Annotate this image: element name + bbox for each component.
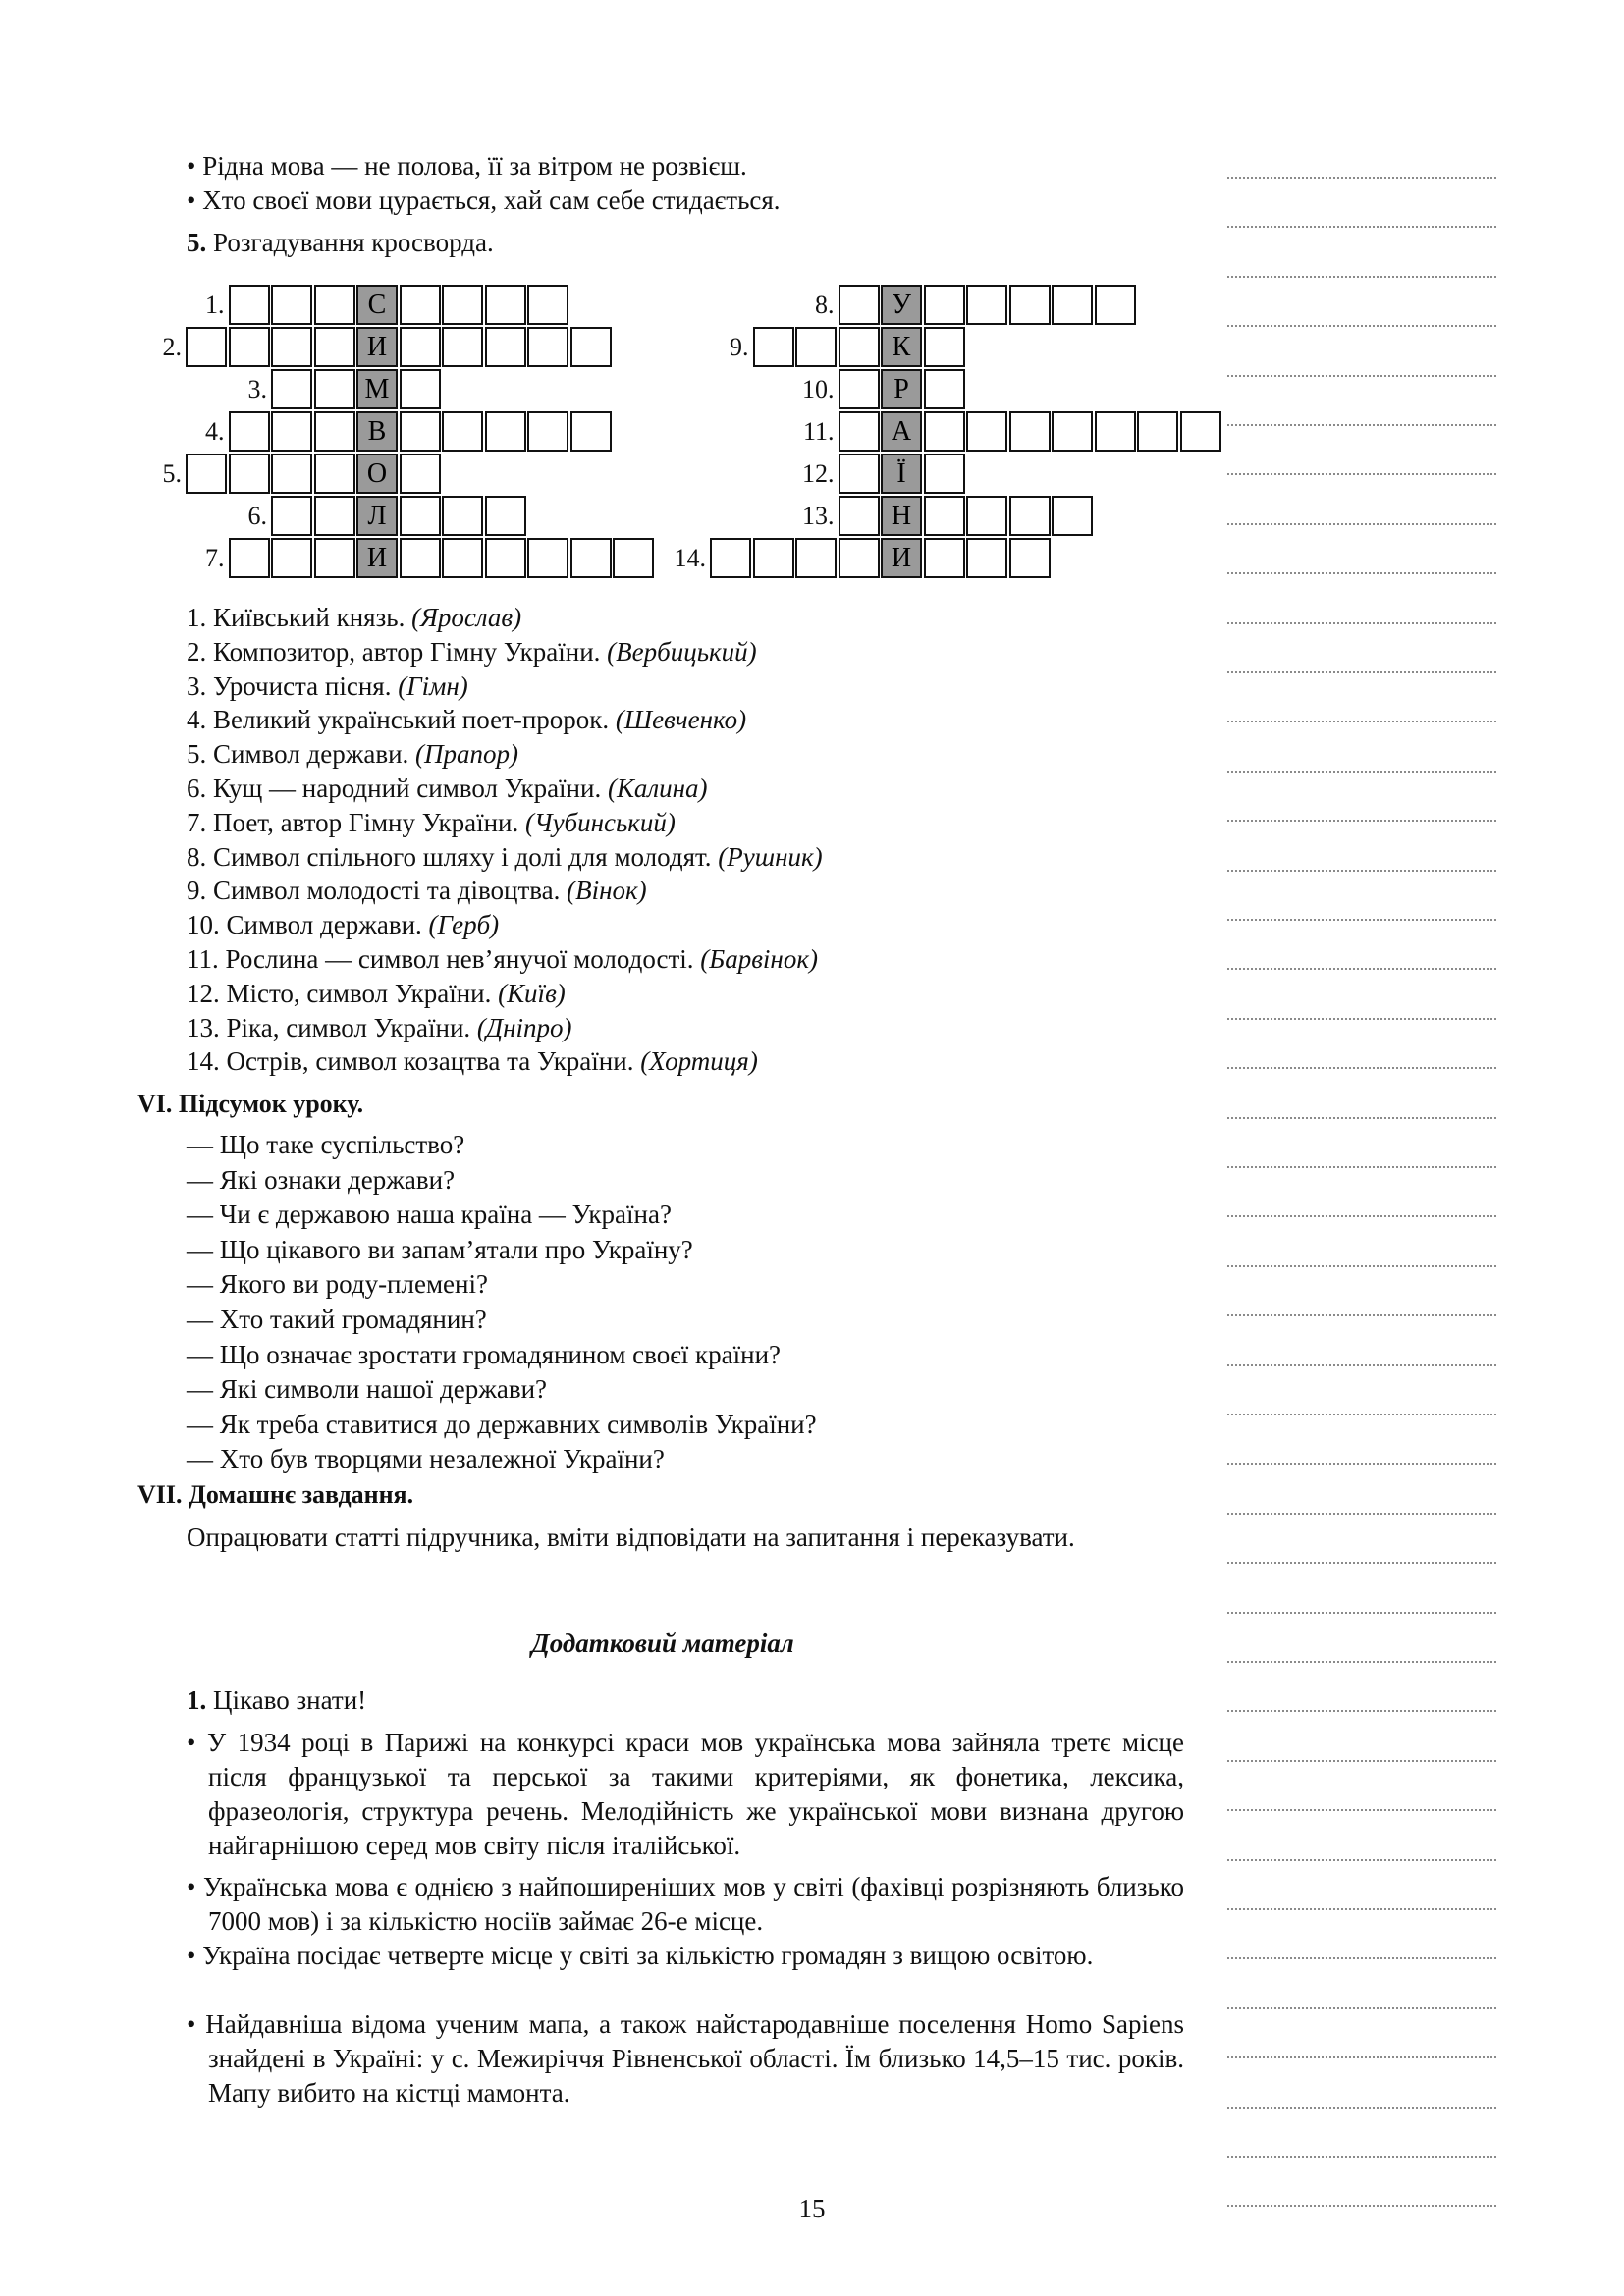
- crossword-right-key-cell-5: Ї: [881, 454, 922, 494]
- crossword-right-number-1: 8.: [815, 291, 835, 319]
- margin-note-line: [1227, 226, 1496, 228]
- margin-note-line: [1227, 1859, 1496, 1861]
- summary-question: — Якого ви роду-племені?: [187, 1269, 488, 1300]
- crossword-left-cell: [186, 327, 227, 367]
- margin-note-line: [1227, 919, 1496, 921]
- margin-note-line: [1227, 968, 1496, 970]
- clue-answer: (Дніпро): [476, 1012, 572, 1042]
- crossword-right-cell: [839, 327, 880, 367]
- clue-item: [187, 703, 746, 737]
- crossword-right-number-5: 12.: [802, 459, 835, 488]
- crossword-right-number-3: 10.: [802, 375, 835, 403]
- margin-note-line: [1227, 1612, 1496, 1614]
- extra-subheading: [187, 1683, 366, 1718]
- summary-question: — Що цікавого ви запам’ятали про Україну?: [187, 1234, 693, 1264]
- crossword-left-cell: [229, 538, 270, 578]
- margin-note-line: [1227, 771, 1496, 773]
- crossword-right-cell: [966, 285, 1007, 325]
- clue-question: 2. Композитор, автор Гімну України.: [187, 636, 601, 667]
- crossword-right-cell: [924, 369, 965, 409]
- crossword-left-cell: [442, 411, 483, 452]
- crossword-left-cell: [400, 327, 441, 367]
- margin-note-line: [1227, 572, 1496, 574]
- crossword-left-cell: [442, 327, 483, 367]
- crossword-right-cell: [1052, 411, 1093, 452]
- margin-note-line: [1227, 523, 1496, 525]
- crossword-left-cell: [613, 538, 654, 578]
- crossword-right-cell: [795, 538, 837, 578]
- crossword-left-cell: [400, 538, 441, 578]
- crossword-right-number-6: 13.: [802, 502, 835, 530]
- crossword-right-cell: [839, 369, 880, 409]
- margin-note-line: [1227, 2156, 1496, 2158]
- fact-item: • Україна посідає четверте місце у світі за кількістю громадян з вищою освітою.: [187, 1941, 1094, 1970]
- margin-note-line: [1227, 1314, 1496, 1316]
- crossword-right-number-2: 9.: [730, 333, 749, 361]
- clue-answer: (Герб): [428, 910, 500, 940]
- clue-item: [187, 1011, 571, 1045]
- crossword-left-cell: [400, 496, 441, 536]
- crossword-left-key-cell-3: М: [356, 369, 398, 409]
- crossword-left-number-1: 1.: [205, 291, 225, 319]
- clue-question: 5. Символ держави.: [187, 739, 409, 770]
- crossword-left-cell: [271, 454, 312, 494]
- clue-item: [187, 840, 823, 875]
- crossword-right-key-cell-6: Н: [881, 496, 922, 536]
- crossword-right-key-cell-1: У: [881, 285, 922, 325]
- fact-item: • У 1934 році в Парижі на конкурсі краси мов українська мова зайняла третє місце після французької та перської за такими критеріями, як фонетика, лексика, фразеологія, структура речень. Мелодійність же української мови визнана другою найгарнішою серед мов світу після італійської.: [187, 1728, 1184, 1860]
- margin-note-line: [1227, 1067, 1496, 1069]
- margin-note-line: [1227, 1463, 1496, 1465]
- crossword-left-cell: [527, 538, 568, 578]
- crossword-right-cell: [966, 496, 1007, 536]
- crossword-right-cell: [1095, 411, 1136, 452]
- crossword-left-cell: [527, 285, 568, 325]
- crossword-right-cell: [1095, 285, 1136, 325]
- crossword-right-cell: [924, 538, 965, 578]
- crossword-left-cell: [271, 327, 312, 367]
- margin-note-line: [1227, 820, 1496, 822]
- summary-question: — Чи є державою наша країна — Україна?: [187, 1200, 672, 1230]
- crossword-left-cell: [527, 411, 568, 452]
- crossword-left-cell: [314, 454, 355, 494]
- margin-note-line: [1227, 1117, 1496, 1119]
- margin-note-line: [1227, 276, 1496, 278]
- extra-subheading-number: 1.: [187, 1685, 207, 1715]
- crossword-right-cell: [753, 327, 794, 367]
- clue-item: [187, 772, 708, 806]
- clue-answer: (Київ): [498, 978, 566, 1008]
- crossword-left-cell: [271, 411, 312, 452]
- clue-question: 12. Місто, символ України.: [187, 978, 492, 1008]
- crossword-right-cell: [753, 538, 794, 578]
- crossword-left-cell: [186, 454, 227, 494]
- clue-answer: (Чубинський): [524, 807, 676, 837]
- crossword-left-cell: [570, 538, 612, 578]
- crossword-left-cell: [442, 538, 483, 578]
- crossword-left-key-cell-6: Л: [356, 496, 398, 536]
- crossword-left-cell: [314, 538, 355, 578]
- clue-item: [187, 1044, 758, 1079]
- clue-answer: (Хортиця): [640, 1046, 758, 1077]
- summary-question: — Хто був творцями незалежної України?: [187, 1444, 665, 1474]
- clue-question: 9. Символ молодості та дівоцтва.: [187, 876, 561, 906]
- margin-note-line: [1227, 1018, 1496, 1020]
- margin-note-line: [1227, 1809, 1496, 1811]
- clue-answer: (Калина): [607, 774, 708, 803]
- crossword-right-cell: [924, 454, 965, 494]
- margin-note-line: [1227, 1513, 1496, 1515]
- fact-item: • Найдавніша відома ученим мапа, а також найстародавніше поселення Homo Sapiens знайдені в Україні: у с. Межиріччя Рівненської області. Їм близько 14,5–15 тис. років. Мапу вибито на кістці мамонта.: [187, 2009, 1184, 2108]
- fact-item: • Українська мова є однією з найпоширеніших мов у світі (фахівці розрізняють близько 7000 мов) і за кількістю носіїв займає 26-е місце.: [187, 1872, 1184, 1936]
- margin-note-line: [1227, 1364, 1496, 1366]
- clue-question: 3. Урочиста пісня.: [187, 670, 392, 701]
- crossword-left-key-cell-4: В: [356, 411, 398, 452]
- crossword-right-cell: [924, 285, 965, 325]
- margin-note-line: [1227, 177, 1496, 179]
- margin-note-line: [1227, 1265, 1496, 1267]
- crossword-left-cell: [229, 454, 270, 494]
- clue-item: [187, 635, 757, 669]
- clue-answer: (Ярослав): [411, 603, 522, 632]
- crossword-right-key-cell-2: К: [881, 327, 922, 367]
- margin-note-line: [1227, 2056, 1496, 2058]
- crossword-left-number-5: 5.: [162, 459, 182, 488]
- crossword-right-cell: [924, 411, 965, 452]
- crossword-left-number-2: 2.: [162, 333, 182, 361]
- clue-question: 8. Символ спільного шляху і долі для молодят.: [187, 841, 712, 872]
- crossword-left-number-4: 4.: [205, 417, 225, 446]
- crossword-right-cell: [1009, 538, 1051, 578]
- crossword-right-number-4: 11.: [802, 417, 835, 446]
- margin-note-line: [1227, 325, 1496, 327]
- crossword-right-cell: [1009, 411, 1051, 452]
- crossword-right-key-cell-7: И: [881, 538, 922, 578]
- crossword-left-cell: [271, 369, 312, 409]
- crossword-heading-text: Розгадування кросворда.: [213, 228, 494, 257]
- clue-question: 11. Рослина — символ нев’янучої молодості.: [187, 944, 694, 974]
- crossword-left-cell: [400, 285, 441, 325]
- summary-question: — Які ознаки держави?: [187, 1164, 456, 1195]
- crossword-right-cell: [795, 327, 837, 367]
- margin-note-line: [1227, 473, 1496, 475]
- margin-note-line: [1227, 375, 1496, 377]
- crossword-right-cell: [839, 285, 880, 325]
- crossword-left-cell: [527, 327, 568, 367]
- clue-answer: (Барвінок): [700, 944, 818, 974]
- crossword-left-cell: [400, 454, 441, 494]
- summary-question: — Як треба ставитися до державних символів України?: [187, 1409, 817, 1439]
- crossword-right-cell: [924, 327, 965, 367]
- summary-question: — Хто такий громадянин?: [187, 1305, 487, 1334]
- crossword-left-cell: [485, 285, 526, 325]
- clue-item: [187, 806, 676, 840]
- crossword-right-cell: [839, 538, 880, 578]
- crossword-left-cell: [570, 327, 612, 367]
- crossword-left-cell: [314, 369, 355, 409]
- crossword-right-cell: [839, 454, 880, 494]
- clue-answer: (Гімн): [398, 670, 468, 701]
- clue-item: [187, 601, 521, 635]
- crossword-right-cell: [1137, 411, 1178, 452]
- margin-note-line: [1227, 1957, 1496, 1959]
- summary-question: — Які символи нашої держави?: [187, 1374, 548, 1405]
- crossword-left-cell: [271, 496, 312, 536]
- proverb-2: • Хто своєї мови цурається, хай сам себе стидається.: [187, 186, 781, 215]
- crossword-right-cell: [1052, 285, 1093, 325]
- crossword-left-cell: [229, 411, 270, 452]
- margin-note-line: [1227, 1215, 1496, 1217]
- margin-note-line: [1227, 424, 1496, 426]
- crossword-right-cell: [966, 411, 1007, 452]
- clue-question: 1. Київський князь.: [187, 603, 406, 632]
- crossword-left-cell: [485, 327, 526, 367]
- crossword-right-cell: [1009, 496, 1051, 536]
- crossword-right-cell: [839, 411, 880, 452]
- clue-item: [187, 908, 499, 942]
- margin-note-line: [1227, 1562, 1496, 1564]
- crossword-right-key-cell-3: Р: [881, 369, 922, 409]
- clue-question: 4. Великий український поет-пророк.: [187, 705, 610, 735]
- crossword-left-cell: [485, 411, 526, 452]
- crossword-right-number-7: 14.: [674, 544, 706, 572]
- crossword-left-cell: [314, 411, 355, 452]
- margin-note-line: [1227, 1760, 1496, 1762]
- crossword-heading: [187, 226, 494, 260]
- crossword-left-key-cell-5: О: [356, 454, 398, 494]
- crossword-left-key-cell-7: И: [356, 538, 398, 578]
- crossword-left-cell: [400, 369, 441, 409]
- margin-note-line: [1227, 721, 1496, 722]
- margin-note-line: [1227, 870, 1496, 872]
- margin-note-line: [1227, 2007, 1496, 2009]
- crossword-left-key-cell-1: С: [356, 285, 398, 325]
- margin-note-line: [1227, 1414, 1496, 1415]
- crossword-left-cell: [442, 496, 483, 536]
- margin-note-line: [1227, 622, 1496, 624]
- crossword-right-cell: [1052, 496, 1093, 536]
- margin-note-line: [1227, 1710, 1496, 1712]
- clue-answer: (Прапор): [415, 739, 519, 770]
- extra-title: Додатковий матеріал: [531, 1629, 794, 1658]
- clue-item: [187, 942, 818, 977]
- clue-item: [187, 669, 468, 704]
- margin-note-line: [1227, 1908, 1496, 1910]
- homework-heading: VII. Домашнє завдання.: [137, 1480, 414, 1509]
- crossword-right-cell: [966, 538, 1007, 578]
- clue-answer: (Вінок): [567, 876, 647, 906]
- clue-answer: (Вербицький): [607, 636, 757, 667]
- summary-question: — Що таке суспільство?: [187, 1130, 465, 1159]
- crossword-left-cell: [570, 411, 612, 452]
- margin-note-line: [1227, 2205, 1496, 2207]
- clue-answer: (Рушник): [718, 841, 823, 872]
- clue-answer: (Шевченко): [615, 705, 747, 735]
- crossword-left-cell: [442, 285, 483, 325]
- crossword-right-key-cell-4: А: [881, 411, 922, 452]
- crossword-left-number-6: 6.: [247, 502, 267, 530]
- crossword-left-cell: [314, 285, 355, 325]
- crossword-right-cell: [1009, 285, 1051, 325]
- crossword-left-cell: [229, 327, 270, 367]
- clue-item: [187, 977, 566, 1011]
- crossword-left-cell: [485, 496, 526, 536]
- crossword-left-cell: [271, 538, 312, 578]
- crossword-left-cell: [229, 285, 270, 325]
- crossword-left-cell: [485, 538, 526, 578]
- page-number: 15: [798, 2194, 826, 2223]
- clue-item: [187, 874, 647, 908]
- proverb-1: • Рідна мова — не полова, її за вітром не розвієш.: [187, 151, 747, 181]
- extra-subheading-text: Цікаво знати!: [213, 1685, 367, 1715]
- clue-question: 13. Ріка, символ України.: [187, 1012, 471, 1042]
- crossword-left-cell: [400, 411, 441, 452]
- summary-question: — Що означає зростати громадянином своєї країни?: [187, 1339, 782, 1369]
- clue-question: 14. Острів, символ козацтва та України.: [187, 1046, 634, 1077]
- crossword-right-cell: [839, 496, 880, 536]
- summary-heading: VI. Підсумок уроку.: [137, 1090, 364, 1118]
- crossword-left-cell: [314, 327, 355, 367]
- clue-question: 6. Кущ — народний символ України.: [187, 774, 602, 803]
- crossword-left-cell: [271, 285, 312, 325]
- clue-question: 10. Символ держави.: [187, 910, 422, 940]
- crossword-heading-number: 5.: [187, 228, 207, 257]
- crossword-left-cell: [314, 496, 355, 536]
- homework-text: Опрацювати статті підручника, вміти відповідати на запитання і переказувати.: [187, 1522, 1075, 1552]
- clue-question: 7. Поет, автор Гімну України.: [187, 807, 519, 837]
- crossword-left-number-3: 3.: [247, 375, 267, 403]
- crossword-right-cell: [924, 496, 965, 536]
- margin-note-line: [1227, 2107, 1496, 2109]
- margin-note-line: [1227, 1166, 1496, 1168]
- crossword-left-number-7: 7.: [205, 544, 225, 572]
- crossword-left-key-cell-2: И: [356, 327, 398, 367]
- crossword-right-cell: [1180, 411, 1221, 452]
- margin-note-line: [1227, 1661, 1496, 1663]
- margin-note-line: [1227, 671, 1496, 673]
- crossword-right-cell: [710, 538, 751, 578]
- clue-item: [187, 737, 518, 772]
